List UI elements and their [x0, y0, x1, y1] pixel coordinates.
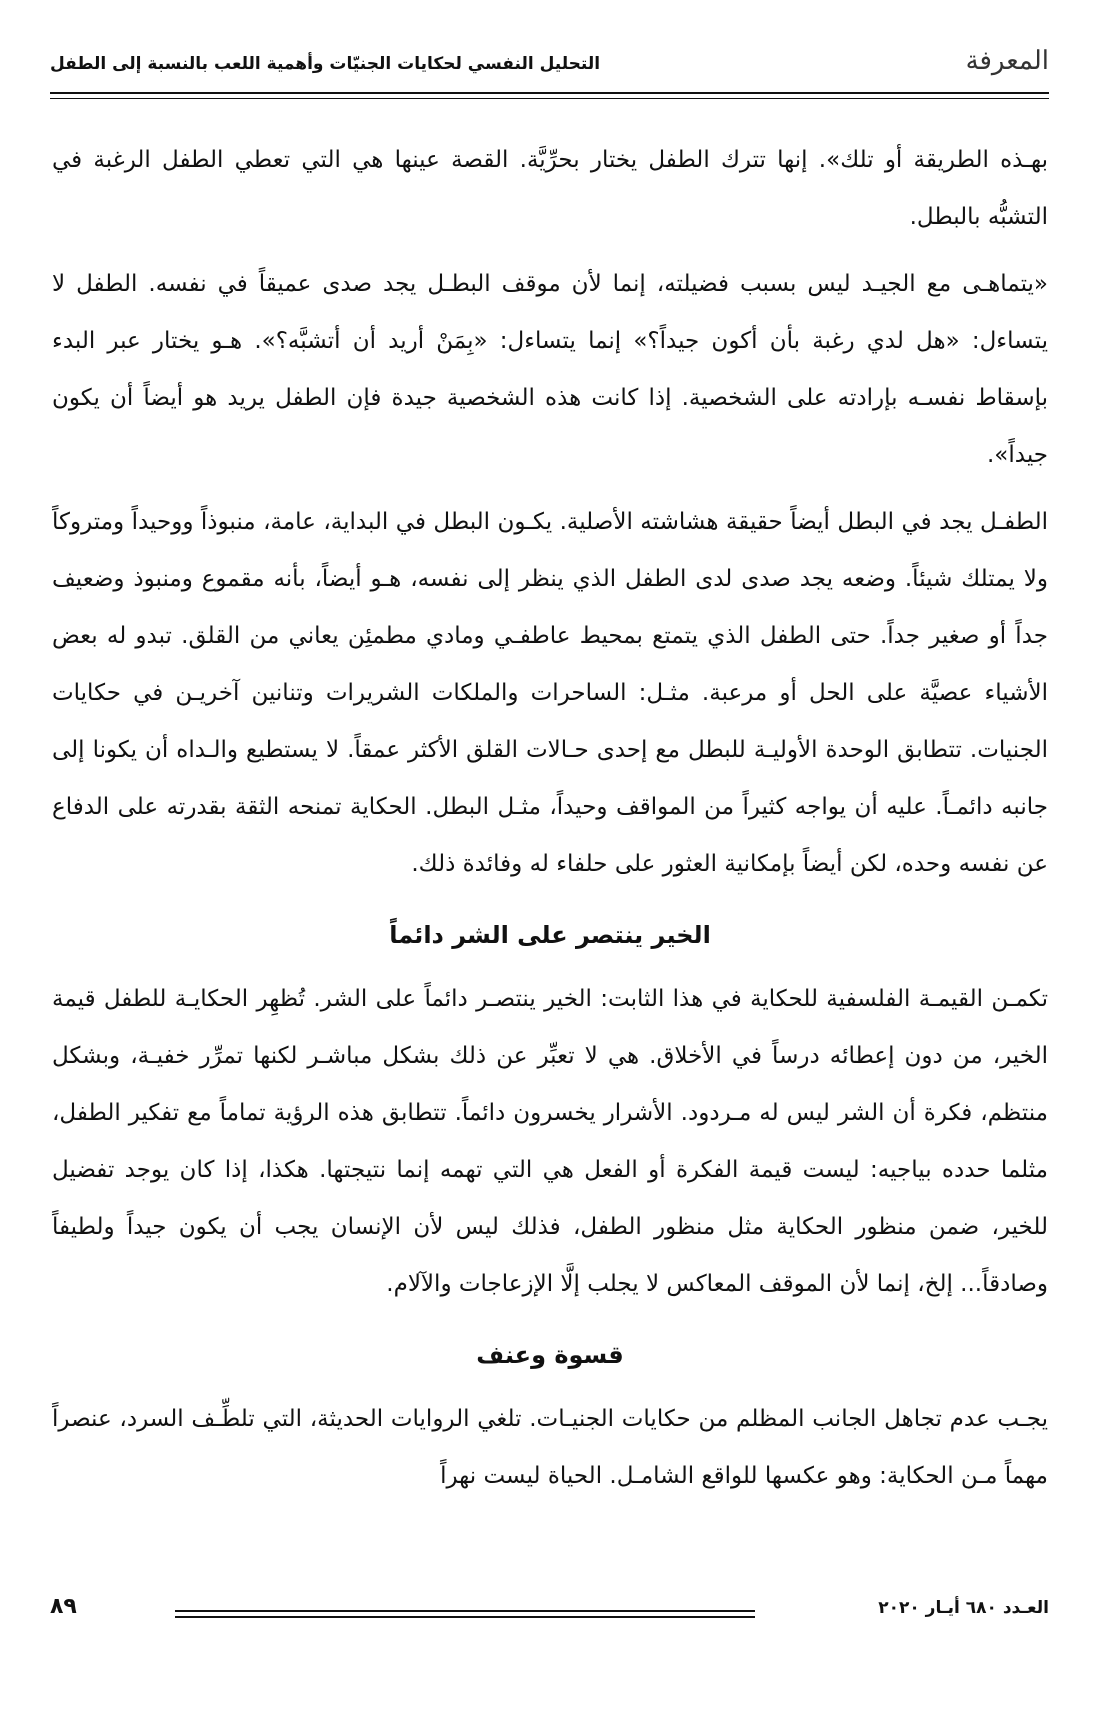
paragraph-5: يجـب عدم تجاهل الجانب المظلم من حكايات الجنيـات. تلغي الروايات الحديثة، التي تلطِّـف السرد، عنصراً مهماً مـن الحكاية: وهو عكسها للواقع الشامـل. الحياة ليست نهراً	[52, 1406, 1048, 1489]
paragraph-1: بهـذه الطريقة أو تلك». إنها تترك الطفل يختار بحرِّيَّة. القصة عينها هي التي تعطي الطفل الرغبة في التشبُّه بالبطل.	[52, 147, 1048, 230]
footer-rule	[175, 1610, 755, 1612]
section-heading-good-wins: الخير ينتصر على الشر دائماً	[389, 921, 711, 949]
paragraph-4: تكمـن القيمـة الفلسفية للحكاية في هذا الثابت: الخير ينتصـر دائماً على الشر. تُظهِر الحكايـة للطفل قيمة الخير، من دون إعطائه درساً في الأخلاق. هي لا تعبِّر عن ذلك بشكل مباشـر لكنها تمرِّر خفيـة، وبشكل منتظم، فكرة أن الشر ليس له مـردود. الأشرار يخسرون دائماً. تتطابق هذه الرؤية تماماً مع تفكير الطفل، مثلما حدده بياجيه: ليست قيمة الفكرة أو الفعل هي التي تهمه إنما نتيجتها. هكذا، إذا كان يوجد تفضيل للخير، ضمن منظور الحكاية مثل منظور الطفل، فذلك ليس لأن الإنسان يجب أن يكون جيداً ولطيفاً وصادقاً... إلخ، إنما لأن الموقف المعاكس لا يجلب إلَّا الإزعاجات والآلام.	[52, 986, 1048, 1297]
section-heading-cruelty: قسوة وعنف	[476, 1341, 624, 1369]
running-header	[50, 40, 1049, 92]
paragraph-2: «يتماهـى مع الجيـد ليس بسبب فضيلته، إنما لأن موقف البطـل يجد صدى عميقاً في نفسه. الطفل لا يتساءل: «هل لدي رغبة بأن أكون جيداً؟» إنما يتساءل: «بِمَنْ أريد أن أتشبَّه؟». هـو يختار عبر البدء بإسقاط نفسـه بإرادته على الشخصية. إذا كانت هذه الشخصية جيدة فإن الطفل يريد هو أيضاً أن يكون جيداً».	[52, 271, 1048, 468]
footer-rule-2	[175, 1616, 755, 1618]
running-title: التحليل النفسي لحكايات الجنيّات وأهمية اللعب بالنسبة إلى الطفل	[50, 54, 601, 74]
paragraph-3: الطفـل يجد في البطل أيضاً حقيقة هشاشته الأصلية. يكـون البطل في البداية، عامة، منبوذاً ووحيداً ومتروكاً ولا يمتلك شيئاً. وضعه يجد صدى لدى الطفل الذي ينظر إلى نفسه، هـو أيضاً، بأنه مقموع ومنبوذ وضعيف جداً أو صغير جداً. حتى الطفل الذي يتمتع بمحيط عاطفـي ومادي مطمئِن يعاني من القلق. تبدو له بعض الأشياء عصيَّة على الحل أو مرعبة. مثـل: الساحرات والملكات الشريرات وتنانين آخريـن في حكايات الجنيات. تتطابق الوحدة الأوليـة للبطل مع إحدى حـالات القلق الأكثر عمقاً. لا يستطيع والـداه أن يكونا إلى جانبه دائمـاً. عليه أن يواجه كثيراً من المواقف وحيداً، مثـل البطل. الحكاية تمنحه الثقة بقدرته على الدفاع عن نفسه وحده، لكن أيضاً بإمكانية العثور على حلفاء له وفائدة ذلك.	[52, 509, 1048, 877]
header-rule	[50, 92, 1049, 94]
article-body	[52, 132, 1048, 1515]
issue-info: العـدد ٦٨٠ أيـار ٢٠٢٠	[878, 1598, 1049, 1618]
page-footer	[50, 1594, 1049, 1638]
journal-logo: المعرفة	[965, 46, 1049, 76]
header-rule-thin	[50, 98, 1049, 99]
page-number: ٨٩	[50, 1594, 77, 1619]
